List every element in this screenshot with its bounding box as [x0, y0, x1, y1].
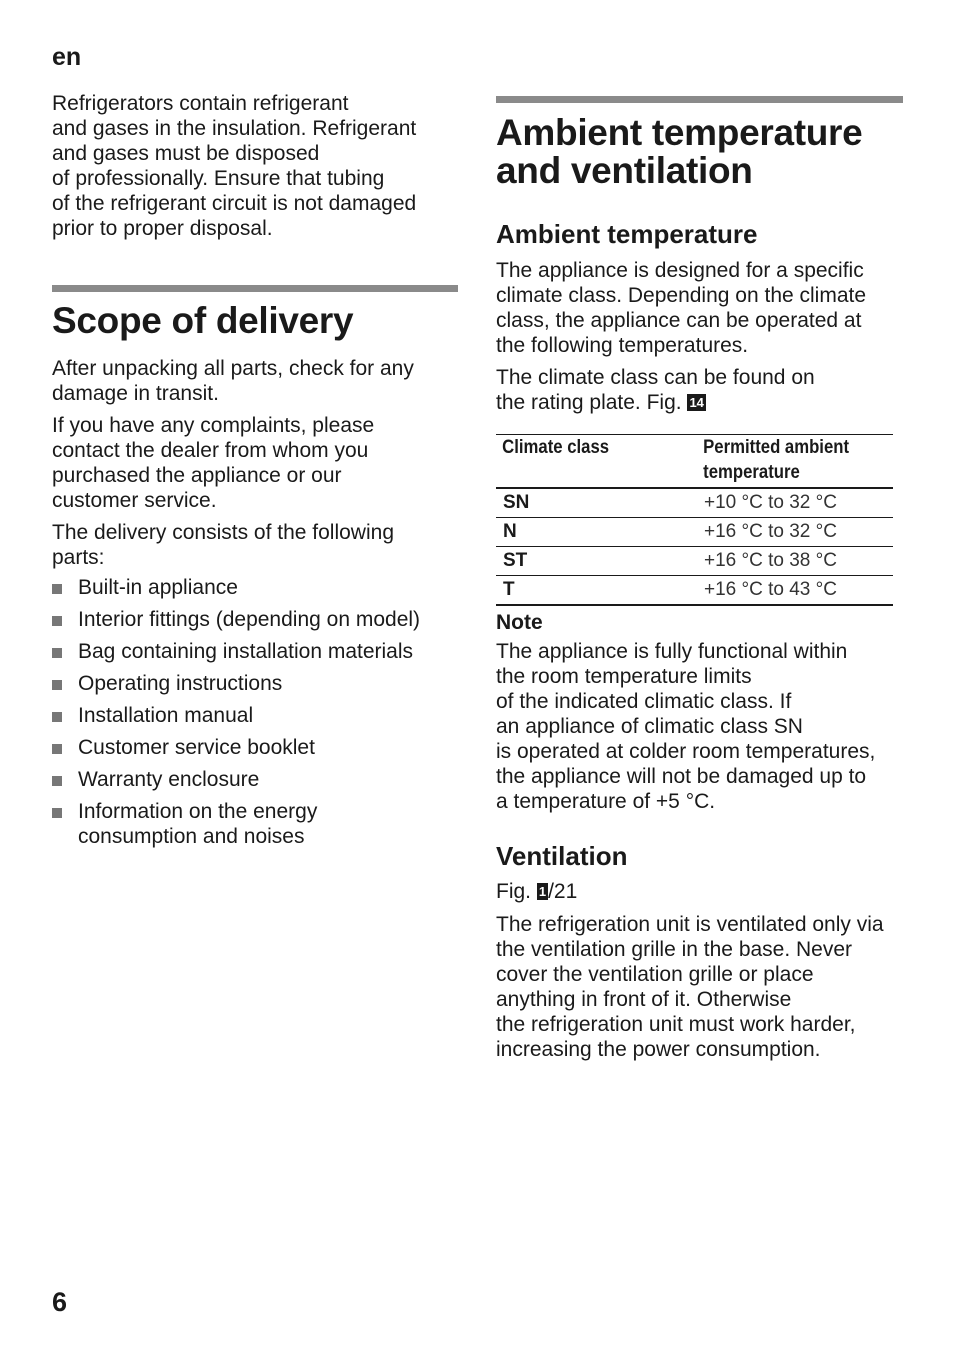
language-code: en — [52, 43, 82, 71]
ventilation-figure-reference: Fig. 1/21 — [496, 880, 578, 903]
table-row — [496, 518, 893, 547]
list-item: Customer service booklet — [52, 735, 420, 760]
ambient-paragraph-2: The climate class can be found on the rating plate. Fig. 14 — [496, 366, 815, 414]
scope-title: Scope of delivery — [52, 300, 354, 341]
column-header-climate-class: Climate class — [496, 435, 673, 489]
bullet-square-icon — [52, 808, 62, 818]
section-rule — [496, 96, 903, 103]
bullet-square-icon — [52, 616, 62, 626]
table-row — [496, 488, 893, 518]
scope-paragraph-3: The delivery consists of the following parts: — [52, 521, 394, 569]
list-item: Information on the energy consumption and noises — [52, 799, 420, 849]
table-row — [496, 576, 893, 606]
table-row — [496, 547, 893, 576]
ventilation-paragraph: The refrigeration unit is ventilated only via the ventilation grille in the base. Never cover the ventilation grille or place anything in front of it. Otherwise the refrigeration unit must work harder, increasing the power consumption. — [496, 913, 884, 1061]
list-item: Interior fittings (depending on model) — [52, 607, 420, 632]
scope-paragraph-1: After unpacking all parts, check for any damage in transit. — [52, 357, 414, 405]
section-rule — [52, 285, 458, 292]
climate-class-cell: N — [496, 518, 697, 547]
bullet-square-icon — [52, 584, 62, 594]
climate-class-cell: T — [496, 576, 697, 606]
page-number: 6 — [52, 1287, 68, 1317]
temperature-range-cell: +16 °C to 38 °C — [697, 547, 893, 576]
list-item: Operating instructions — [52, 671, 420, 696]
bullet-square-icon — [52, 776, 62, 786]
note-paragraph: The appliance is fully functional within the room temperature limits of the indicated climatic class. If an appliance of climatic class SN is operated at colder room temperatures, the appliance will not be damaged up to a temperature of +5 °C. — [496, 640, 876, 813]
bullet-square-icon — [52, 680, 62, 690]
climate-class-cell: SN — [496, 488, 697, 518]
temperature-range-cell: +10 °C to 32 °C — [697, 488, 893, 518]
ambient-paragraph-1: The appliance is designed for a specific climate class. Depending on the climate class, the appliance can be operated at the following temperatures. — [496, 259, 867, 357]
ambient-main-title: Ambient temperature and ventilation — [496, 112, 863, 191]
climate-class-cell: ST — [496, 547, 697, 576]
bullet-square-icon — [52, 712, 62, 722]
list-item: Warranty enclosure — [52, 767, 420, 792]
ventilation-heading: Ventilation — [496, 841, 628, 871]
list-item: Built-in appliance — [52, 575, 420, 600]
list-item: Bag containing installation materials — [52, 639, 420, 664]
scope-paragraph-2: If you have any complaints, please contact the dealer from whom you purchased the appliance or our customer service. — [52, 414, 375, 512]
temperature-range-cell: +16 °C to 32 °C — [697, 518, 893, 547]
column-header-permitted-temperature: Permitted ambient temperature — [697, 435, 869, 489]
figure-reference-badge: 14 — [689, 395, 704, 410]
table-header-row — [496, 435, 893, 489]
figure-reference-badge: 1 — [538, 884, 547, 899]
temperature-range-cell: +16 °C to 43 °C — [697, 576, 893, 606]
disposal-paragraph: Refrigerators contain refrigerant and gases in the insulation. Refrigerant and gases must be disposed of professionally. Ensure that tubing of the refrigerant circuit is not damaged prior to proper disposal. — [52, 92, 417, 240]
climate-class-table — [496, 434, 893, 606]
bullet-square-icon — [52, 648, 62, 658]
note-label: Note — [496, 611, 543, 634]
list-item: Installation manual — [52, 703, 420, 728]
ambient-heading: Ambient temperature — [496, 219, 758, 249]
parts-list — [52, 575, 420, 856]
bullet-square-icon — [52, 744, 62, 754]
